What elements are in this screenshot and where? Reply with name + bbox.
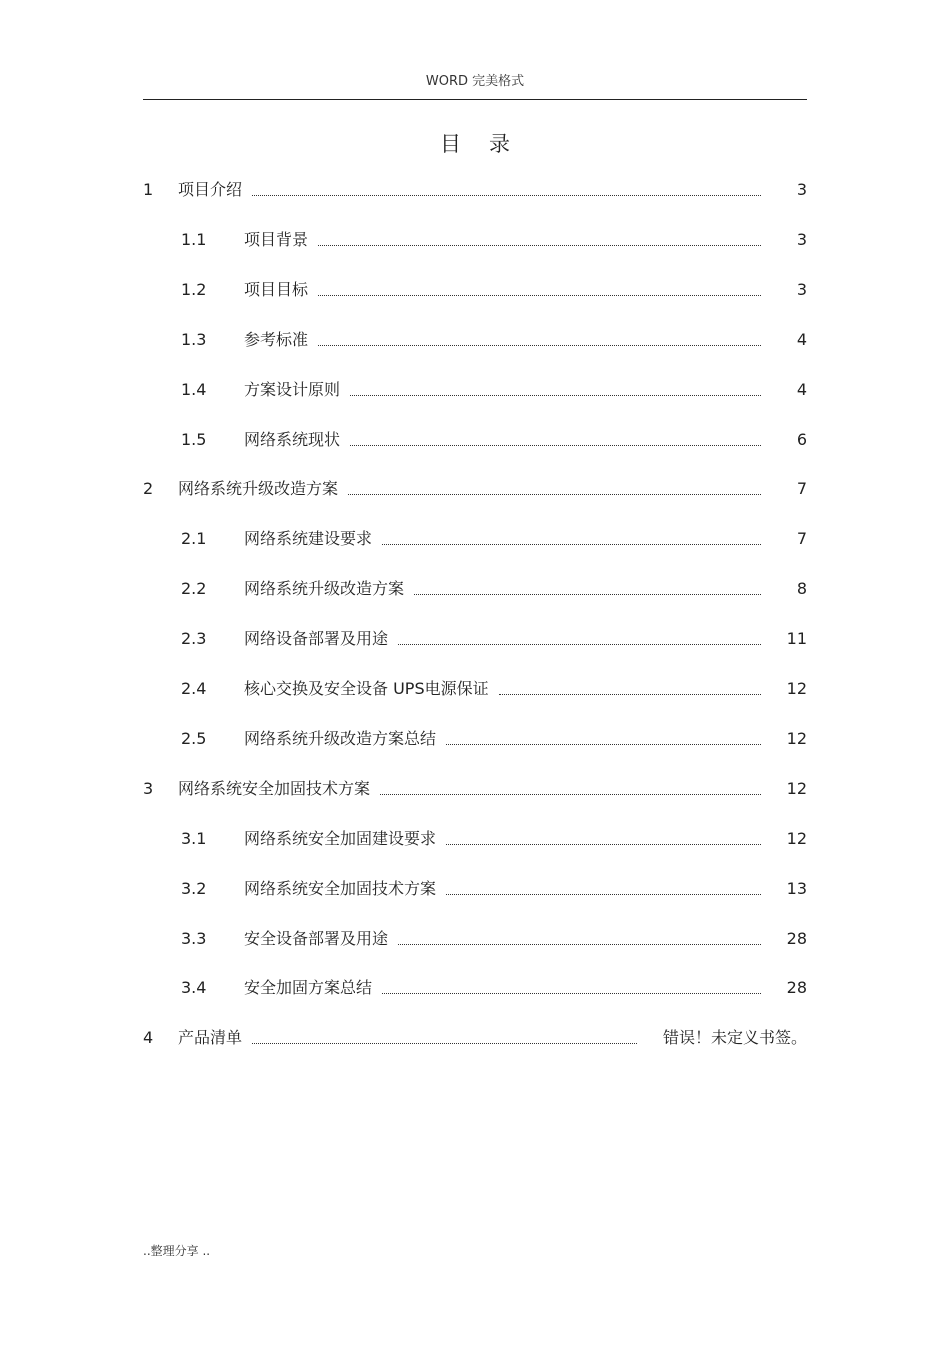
toc-entry-label: 网络系统安全加固建设要求 xyxy=(244,829,437,848)
toc-entry-number: 3.2 xyxy=(181,879,207,898)
toc-entry[interactable] xyxy=(143,328,807,352)
toc-entry-number: 1.2 xyxy=(181,280,207,299)
toc-dot-leader xyxy=(446,744,761,745)
toc-entry[interactable] xyxy=(143,627,807,651)
toc-entry[interactable] xyxy=(143,827,807,851)
toc-entry-label: 参考标准 xyxy=(244,330,309,349)
toc-entry-number: 1 xyxy=(143,180,154,199)
toc-entry-label: 安全加固方案总结 xyxy=(244,978,373,997)
toc-dot-leader xyxy=(318,295,761,296)
toc-entry-label: 项目背景 xyxy=(244,230,309,249)
toc-entry[interactable] xyxy=(143,976,807,1000)
toc-entry-page: 12 xyxy=(786,729,807,748)
toc-entry-label: 产品清单 xyxy=(178,1028,243,1047)
toc-entry-number: 4 xyxy=(143,1028,154,1047)
toc-entry[interactable] xyxy=(143,428,807,452)
toc-entry-number: 1.5 xyxy=(181,430,207,449)
toc-entry-label: 网络系统安全加固技术方案 xyxy=(244,879,437,898)
toc-entry-page: 12 xyxy=(786,779,807,798)
toc-entry-number: 2.5 xyxy=(181,729,207,748)
toc-dot-leader xyxy=(350,395,761,396)
toc-entry-page: 28 xyxy=(786,978,807,997)
toc-entry-label: 项目介绍 xyxy=(178,180,243,199)
toc-entry-label: 安全设备部署及用途 xyxy=(244,929,389,948)
toc-dot-leader xyxy=(382,544,761,545)
toc-entry-page: 3 xyxy=(796,180,807,199)
toc-entry-number: 2.4 xyxy=(181,679,207,698)
toc-title: 目录 xyxy=(440,132,538,156)
toc-entry-page: 7 xyxy=(796,529,807,548)
toc-entry-page: 4 xyxy=(796,330,807,349)
toc-entry-label: 网络设备部署及用途 xyxy=(244,629,389,648)
toc-dot-leader xyxy=(499,694,761,695)
toc-dot-leader xyxy=(398,944,761,945)
toc-entry[interactable] xyxy=(143,228,807,252)
toc-entry-page: 错误！未定义书签。 xyxy=(662,1028,807,1047)
toc-entry[interactable] xyxy=(143,927,807,951)
toc-entry-number: 1.4 xyxy=(181,380,207,399)
toc-entry[interactable] xyxy=(143,378,807,402)
toc-entry-page: 7 xyxy=(796,479,807,498)
toc-entry-number: 3.4 xyxy=(181,978,207,997)
toc-entry-label: 网络系统安全加固技术方案 xyxy=(178,779,371,798)
toc-entry-page: 11 xyxy=(786,629,807,648)
toc-entry-number: 1.1 xyxy=(181,230,207,249)
toc-entry-page: 28 xyxy=(786,929,807,948)
toc-entry[interactable] xyxy=(143,1026,807,1050)
toc-entry-label: 项目目标 xyxy=(244,280,309,299)
toc-entry-page: 12 xyxy=(786,679,807,698)
toc-dot-leader xyxy=(252,195,761,196)
toc-entry-page: 3 xyxy=(796,230,807,249)
toc-entry-number: 3 xyxy=(143,779,154,798)
toc-entry[interactable] xyxy=(143,677,807,701)
toc-entry-number: 2.1 xyxy=(181,529,207,548)
toc-entry-page: 4 xyxy=(796,380,807,399)
toc-entry-number: 3.3 xyxy=(181,929,207,948)
toc-dot-leader xyxy=(380,794,761,795)
toc-entry-label: 网络系统升级改造方案总结 xyxy=(244,729,437,748)
toc-entry-label: 方案设计原则 xyxy=(244,380,341,399)
toc-dot-leader xyxy=(350,445,761,446)
toc-entry[interactable] xyxy=(143,527,807,551)
toc-entry[interactable] xyxy=(143,278,807,302)
toc-entry-number: 2.2 xyxy=(181,579,207,598)
toc-dot-leader xyxy=(252,1043,637,1044)
toc-entry-label: 网络系统现状 xyxy=(244,430,341,449)
toc-dot-leader xyxy=(414,594,761,595)
toc-entry[interactable] xyxy=(143,577,807,601)
toc-entry-number: 3.1 xyxy=(181,829,207,848)
toc-entry-label: 网络系统升级改造方案 xyxy=(178,479,339,498)
toc-entry-page: 8 xyxy=(796,579,807,598)
toc-entry[interactable] xyxy=(143,777,807,801)
toc-dot-leader xyxy=(382,993,761,994)
toc-entry[interactable] xyxy=(143,178,807,202)
toc-dot-leader xyxy=(446,844,761,845)
toc-entry-number: 2 xyxy=(143,479,154,498)
toc-dot-leader xyxy=(318,245,761,246)
page-header: WORD 完美格式 xyxy=(425,74,525,89)
page-footer: ..整理分享 .. xyxy=(143,1244,211,1258)
toc-entry-label: 网络系统建设要求 xyxy=(244,529,373,548)
toc-dot-leader xyxy=(398,644,761,645)
toc-entry-page: 6 xyxy=(796,430,807,449)
toc-entry-label: 核心交换及安全设备 UPS电源保证 xyxy=(244,679,489,698)
toc-entry-number: 1.3 xyxy=(181,330,207,349)
header-divider xyxy=(143,99,807,100)
toc-entry-page: 12 xyxy=(786,829,807,848)
toc-entry-number: 2.3 xyxy=(181,629,207,648)
toc-dot-leader xyxy=(318,345,761,346)
toc-entry[interactable] xyxy=(143,477,807,501)
toc-entry[interactable] xyxy=(143,877,807,901)
toc-entry-page: 13 xyxy=(786,879,807,898)
toc-entry[interactable] xyxy=(143,727,807,751)
toc-entry-label: 网络系统升级改造方案 xyxy=(244,579,405,598)
toc-dot-leader xyxy=(348,494,761,495)
toc-entry-page: 3 xyxy=(796,280,807,299)
toc-dot-leader xyxy=(446,894,761,895)
